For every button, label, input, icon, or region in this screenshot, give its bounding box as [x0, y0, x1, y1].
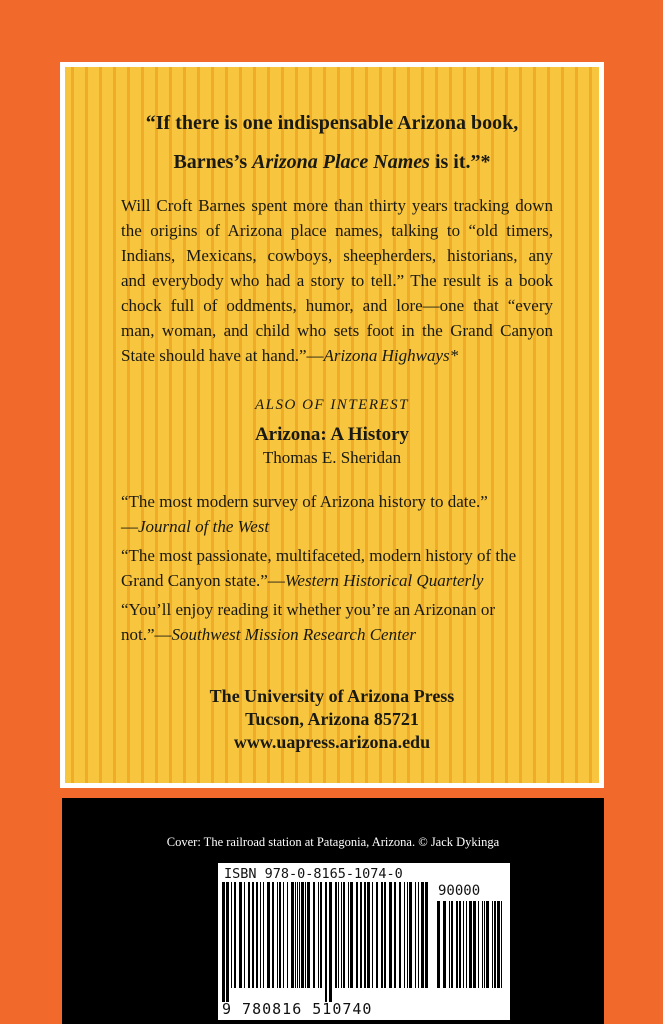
- barcode-bar-line: [335, 882, 337, 988]
- ean-digits: 9 780816 510740: [222, 1000, 373, 1018]
- review-attribution: [121, 568, 561, 593]
- barcode-bar-line: [320, 882, 322, 988]
- review-quote: “You’ll enjoy reading it whether you’re an Arizonan or: [121, 600, 496, 619]
- barcode-bar-line: [389, 882, 392, 988]
- description: [121, 193, 553, 368]
- barcode-bar-line: [484, 901, 485, 988]
- barcode-bar-line: [360, 882, 362, 988]
- description-line: chock full of oddments, humor, and lore—one that “every: [121, 296, 553, 315]
- barcode-bar-line: [394, 882, 396, 988]
- barcode-bar-line: [341, 882, 342, 988]
- quote-text-start: Barnes’s: [173, 151, 253, 173]
- barcode-bar-line: [473, 901, 476, 988]
- quote-line-2: [65, 151, 599, 174]
- publisher-name: The University of Arizona Press: [209, 686, 455, 706]
- barcode-bar-line: [409, 882, 412, 988]
- barcode-bar-line: [325, 882, 327, 1002]
- description-line: man, woman, and child who sets foot in the Grand Canyon: [121, 321, 553, 340]
- barcode-bar-line: [494, 901, 496, 988]
- barcode-bar-line: [222, 882, 225, 1002]
- barcode-bar-line: [497, 901, 500, 988]
- review-prefix: not.”—: [121, 625, 172, 644]
- barcode-bar-line: [295, 882, 296, 988]
- quote-book-title: Arizona Place Names: [252, 151, 430, 173]
- barcode-bar-line: [287, 882, 288, 988]
- review-source: Southwest Mission Research Center: [171, 625, 416, 644]
- barcode-bar-line: [291, 882, 294, 988]
- related-book-title: Arizona: A History: [254, 424, 410, 445]
- barcode-bar-line: [329, 882, 332, 1002]
- barcode-bar-line: [381, 882, 383, 988]
- barcode-box: [218, 863, 510, 1020]
- barcode-bar-line: [343, 882, 345, 988]
- review-source: Journal of the West: [138, 517, 270, 536]
- description-source: Arizona Highways*: [323, 346, 459, 365]
- publisher-block: [65, 685, 599, 754]
- review-attribution: [121, 514, 561, 539]
- barcode-bar-line: [376, 882, 378, 988]
- barcode-bar-line: [437, 901, 440, 988]
- barcode-bar-line: [443, 901, 446, 988]
- barcode-bar-line: [338, 882, 339, 988]
- related-book-author: Thomas E. Sheridan: [262, 448, 402, 467]
- barcode-bar-line: [449, 901, 450, 988]
- barcode-bar-line: [367, 882, 370, 988]
- barcode-bar-line: [469, 901, 472, 988]
- review-quote: “The most modern survey of Arizona history to date.”: [121, 492, 488, 511]
- barcode-bar-line: [305, 882, 306, 988]
- quote-line-1: [65, 112, 599, 135]
- barcode-bar-line: [256, 882, 258, 988]
- barcode-bar-line: [407, 882, 408, 988]
- barcode-bar-line: [301, 882, 304, 988]
- description-line: Indians, Mexicans, cowboys, sheepherders, historians, any: [121, 246, 553, 265]
- description-line: Will Croft Barnes spent more than thirty years tracking down: [121, 196, 553, 215]
- barcode-bar-line: [283, 882, 284, 988]
- barcode-bar-line: [260, 882, 261, 988]
- barcode-bar-line: [231, 882, 232, 988]
- barcode-bar-line: [404, 882, 405, 988]
- barcode-bar-line: [234, 882, 236, 988]
- barcode-bar-line: [451, 901, 453, 988]
- review-source: Western Historical Quarterly: [284, 571, 484, 590]
- review-3: [121, 597, 561, 647]
- ean-barcode: [222, 882, 432, 1002]
- review-1: [121, 489, 561, 539]
- barcode-bar-line: [456, 901, 458, 988]
- isbn-label: ISBN 978-0-8165-1074-0: [224, 866, 403, 882]
- quote-text: “If there is one indispensable Arizona book,: [145, 112, 519, 134]
- barcode-bar-line: [248, 882, 250, 988]
- barcode-bar-line: [318, 882, 319, 988]
- review-attribution: [121, 622, 561, 647]
- barcode-bar-line: [272, 882, 274, 988]
- price-code: 90000: [438, 883, 481, 899]
- barcode-bar-line: [350, 882, 353, 988]
- review-prefix: Grand Canyon state.”—: [121, 571, 285, 590]
- barcode-bar-line: [421, 882, 424, 988]
- publisher-website: www.uapress.arizona.edu: [233, 732, 431, 752]
- barcode-bar-line: [279, 882, 281, 988]
- barcode-bar-line: [307, 882, 310, 988]
- barcode-bar-line: [364, 882, 366, 988]
- barcode-bar-line: [486, 901, 489, 988]
- barcode-bar-line: [425, 882, 428, 988]
- barcode-bar-line: [384, 882, 386, 988]
- also-of-interest-label: ALSO OF INTEREST: [254, 397, 409, 413]
- barcode-bar-line: [459, 901, 461, 988]
- barcode-bar-line: [313, 882, 315, 988]
- barcode-bar-line: [492, 901, 493, 988]
- barcode-bar-line: [372, 882, 373, 988]
- barcode-bar-line: [466, 901, 467, 988]
- barcode-bar-line: [356, 882, 358, 988]
- barcode-bar-line: [267, 882, 270, 988]
- barcode-bar-line: [277, 882, 278, 988]
- quote-text-end: is it.”*: [429, 151, 491, 173]
- review-prefix: —: [121, 517, 138, 536]
- description-line: and everybody who had a story to tell.” The result is a book: [121, 271, 553, 290]
- barcode-bar-line: [415, 882, 416, 988]
- cover-credit: Cover: The railroad station at Patagonia, Arizona. © Jack Dykinga: [166, 835, 500, 849]
- publisher-address: Tucson, Arizona 85721: [245, 709, 419, 729]
- review-2: [121, 543, 561, 593]
- barcode-bar-line: [418, 882, 419, 988]
- barcode-bar-line: [226, 882, 229, 1002]
- description-line: the origins of Arizona place names, talking to “old timers,: [121, 221, 553, 240]
- description-text: State should have at hand.”—: [121, 346, 324, 365]
- barcode-bar-line: [478, 901, 479, 988]
- barcode-bar-line: [399, 882, 401, 988]
- barcode-bar-line: [482, 901, 483, 988]
- barcode-bar-line: [244, 882, 245, 988]
- review-quote: “The most passionate, multifaceted, modern history of the: [121, 546, 517, 565]
- back-cover-panel: [60, 62, 604, 788]
- barcode-bar-line: [297, 882, 298, 988]
- barcode-bar: [62, 798, 604, 1024]
- description-last-line: [121, 343, 553, 368]
- barcode-bar-line: [501, 901, 502, 988]
- barcode-bar-line: [263, 882, 264, 988]
- barcode-bar-line: [463, 901, 464, 988]
- barcode-bar-line: [252, 882, 254, 988]
- barcode-bar-line: [348, 882, 349, 988]
- barcode-bar-line: [299, 882, 300, 988]
- barcode-bar-line: [239, 882, 242, 988]
- addon-barcode: [437, 901, 506, 1002]
